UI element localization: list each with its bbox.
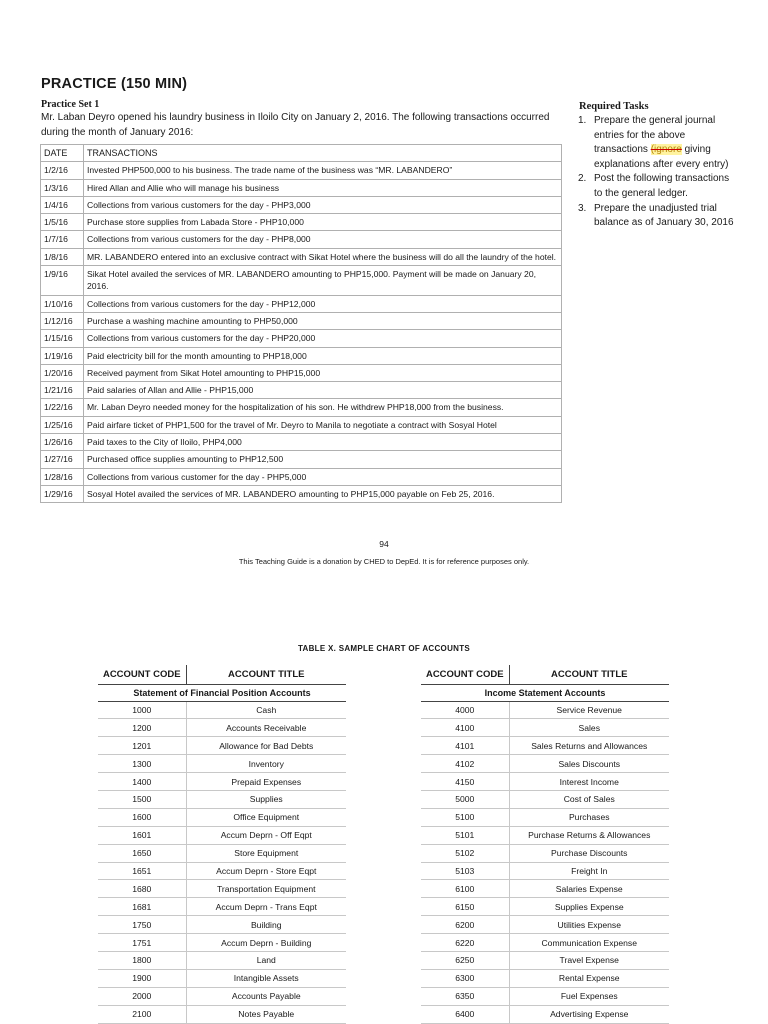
account-code: 1900	[98, 969, 186, 987]
task-text-continued: giving explanations after every entry)	[594, 144, 729, 170]
account-code: 4150	[421, 773, 509, 791]
account-title: Notes Payable	[186, 1005, 346, 1023]
account-code: 6200	[421, 916, 509, 934]
account-code: 2100	[98, 1005, 186, 1023]
account-title: Intangible Assets	[186, 969, 346, 987]
account-code: 1681	[98, 898, 186, 916]
task-number: 1.	[578, 115, 587, 126]
transaction-date: 1/19/16	[41, 347, 84, 364]
account-row	[98, 844, 346, 862]
account-row	[98, 701, 346, 719]
account-code: 1751	[98, 934, 186, 952]
account-code: 6300	[421, 969, 509, 987]
account-title: Salaries Expense	[509, 880, 669, 898]
donation-note: This Teaching Guide is a donation by CHED to DepEd. It is for reference purposes only.	[238, 557, 530, 566]
account-title: Fuel Expenses	[509, 987, 669, 1005]
transaction-row	[41, 295, 562, 312]
account-row	[98, 969, 346, 987]
transaction-date: 1/20/16	[41, 364, 84, 381]
transaction-date: 1/12/16	[41, 312, 84, 329]
transaction-date: 1/4/16	[41, 196, 84, 213]
account-title: Store Equipment	[186, 844, 346, 862]
account-row	[421, 880, 669, 898]
transaction-row	[41, 485, 562, 502]
transaction-row	[41, 214, 562, 231]
practice-set-title: Practice Set 1	[41, 99, 100, 110]
transaction-text: Invested PHP500,000 to his business. The trade name of the business was “MR. LABANDERO”	[84, 162, 562, 179]
struck-text: (ignore	[650, 144, 682, 156]
required-task-item	[579, 114, 739, 172]
account-row	[421, 969, 669, 987]
transaction-date: 1/29/16	[41, 485, 84, 502]
transaction-row	[41, 248, 562, 265]
account-code: 1651	[98, 862, 186, 880]
transaction-date: 1/28/16	[41, 468, 84, 485]
transaction-text: Paid taxes to the City of Iloilo, PHP4,000	[84, 434, 562, 451]
page-heading: PRACTICE (150 MIN)	[41, 76, 188, 92]
transaction-text: Sosyal Hotel availed the services of MR. LABANDERO amounting to PHP15,000 payable on Feb 25, 2016.	[84, 485, 562, 502]
transaction-row	[41, 162, 562, 179]
transaction-text: Purchased office supplies amounting to PHP12,500	[84, 451, 562, 468]
transaction-row	[41, 266, 562, 296]
required-tasks-title: Required Tasks	[579, 101, 649, 112]
account-title: Office Equipment	[186, 808, 346, 826]
account-row	[421, 844, 669, 862]
task-number: 3.	[578, 202, 587, 214]
account-title-header: ACCOUNT TITLE	[509, 665, 669, 684]
transaction-date: 1/2/16	[41, 162, 84, 179]
account-title: Accum Deprn - Off Eqpt	[186, 826, 346, 844]
transaction-date: 1/8/16	[41, 248, 84, 265]
account-code: 2000	[98, 987, 186, 1005]
account-code: 1400	[98, 773, 186, 791]
transaction-text: Purchase a washing machine amounting to PHP50,000	[84, 312, 562, 329]
account-row	[421, 790, 669, 808]
account-row	[98, 826, 346, 844]
transaction-text: Sikat Hotel availed the services of MR. LABANDERO amounting to PHP15,000. Payment will be made on January 20, 2016.	[84, 266, 562, 296]
account-title: Accum Deprn - Store Eqpt	[186, 862, 346, 880]
account-title: Accum Deprn - Building	[186, 934, 346, 952]
account-code: 1601	[98, 826, 186, 844]
account-title: Sales Discounts	[509, 755, 669, 773]
practice-intro: Mr. Laban Deyro opened his laundry business in Iloilo City on January 2, 2016. The following transactions occurred during the month of January 2016:	[41, 112, 550, 138]
account-title: Building	[186, 916, 346, 934]
transaction-row	[41, 347, 562, 364]
account-code: 5102	[421, 844, 509, 862]
account-row	[98, 934, 346, 952]
transactions-table	[40, 144, 562, 503]
account-row	[98, 737, 346, 755]
task-text: Prepare the unadjusted trial balance as of January 30, 2016	[594, 202, 734, 229]
transaction-date: 1/21/16	[41, 382, 84, 399]
account-code: 1650	[98, 844, 186, 862]
account-title: Communication Expense	[509, 934, 669, 952]
transaction-text: Purchase store supplies from Labada Store - PHP10,000	[84, 214, 562, 231]
account-title: Service Revenue	[509, 701, 669, 719]
account-title: Purchase Returns & Allowances	[509, 826, 669, 844]
account-title: Interest Income	[509, 773, 669, 791]
account-code: 6220	[421, 934, 509, 952]
transaction-row	[41, 179, 562, 196]
account-title: Accum Deprn - Trans Eqpt	[186, 898, 346, 916]
account-row	[98, 916, 346, 934]
task-number: 2.	[578, 173, 587, 185]
account-row	[421, 934, 669, 952]
account-row	[98, 808, 346, 826]
transaction-text: Mr. Laban Deyro needed money for the hospitalization of his son. He withdrew PHP18,000 from the business.	[84, 399, 562, 416]
account-row	[421, 862, 669, 880]
account-title: Sales	[509, 719, 669, 737]
required-tasks-list	[579, 114, 739, 231]
account-code: 5000	[421, 790, 509, 808]
section-heading: Statement of Financial Position Accounts	[98, 684, 346, 701]
account-title: Sales Returns and Allowances	[509, 737, 669, 755]
transaction-row	[41, 312, 562, 329]
transactions-column-header: TRANSACTIONS	[84, 145, 562, 162]
account-code: 1800	[98, 951, 186, 969]
transaction-row	[41, 382, 562, 399]
transaction-text: Collections from various customers for the day - PHP8,000	[84, 231, 562, 248]
account-title: Purchase Discounts	[509, 844, 669, 862]
financial-position-accounts-table	[98, 665, 346, 1024]
account-row	[98, 773, 346, 791]
transaction-row	[41, 416, 562, 433]
account-row	[421, 701, 669, 719]
transaction-date: 1/22/16	[41, 399, 84, 416]
account-row	[421, 951, 669, 969]
account-row	[98, 862, 346, 880]
account-row	[98, 719, 346, 737]
transaction-text: Collections from various customers for the day - PHP3,000	[84, 196, 562, 213]
account-row	[98, 1005, 346, 1023]
account-title: Accounts Payable	[186, 987, 346, 1005]
transaction-text: Paid electricity bill for the month amounting to PHP18,000	[84, 347, 562, 364]
task-text: Prepare the general journal entries for the above transactions	[594, 115, 716, 156]
account-title: Rental Expense	[509, 969, 669, 987]
transaction-date: 1/9/16	[41, 266, 84, 296]
transaction-row	[41, 364, 562, 381]
account-row	[421, 916, 669, 934]
transaction-row	[41, 434, 562, 451]
account-title: Transportation Equipment	[186, 880, 346, 898]
account-code: 1600	[98, 808, 186, 826]
account-title: Inventory	[186, 755, 346, 773]
account-code: 1200	[98, 719, 186, 737]
account-title: Accounts Receivable	[186, 719, 346, 737]
account-row	[98, 790, 346, 808]
transaction-text: Collections from various customers for the day - PHP12,000	[84, 295, 562, 312]
page-number: 94	[379, 539, 389, 549]
account-code: 1750	[98, 916, 186, 934]
transaction-text: MR. LABANDERO entered into an exclusive contract with Sikat Hotel where the business will do all the laundry of the hotel.	[84, 248, 562, 265]
account-code: 5103	[421, 862, 509, 880]
chart-of-accounts-title: TABLE X. SAMPLE CHART OF ACCOUNTS	[297, 644, 471, 653]
account-code: 6100	[421, 880, 509, 898]
transaction-date: 1/7/16	[41, 231, 84, 248]
account-code: 1000	[98, 701, 186, 719]
account-title: Land	[186, 951, 346, 969]
account-row	[421, 755, 669, 773]
transaction-text: Collections from various customers for the day - PHP20,000	[84, 330, 562, 347]
transaction-text: Collections from various customer for the day - PHP5,000	[84, 468, 562, 485]
account-row	[98, 951, 346, 969]
date-column-header: DATE	[41, 145, 84, 162]
transaction-date: 1/3/16	[41, 179, 84, 196]
required-tasks	[579, 101, 739, 231]
transaction-date: 1/5/16	[41, 214, 84, 231]
account-title-header: ACCOUNT TITLE	[186, 665, 346, 684]
account-code: 1500	[98, 790, 186, 808]
transaction-row	[41, 231, 562, 248]
transaction-row	[41, 330, 562, 347]
account-row	[98, 755, 346, 773]
transaction-text: Paid salaries of Allan and Allie - PHP15,000	[84, 382, 562, 399]
income-statement-accounts-table	[421, 665, 669, 1024]
account-row	[421, 826, 669, 844]
account-code: 1680	[98, 880, 186, 898]
task-text: Post the following transactions to the general ledger.	[594, 173, 730, 199]
transaction-row	[41, 196, 562, 213]
account-code: 1300	[98, 755, 186, 773]
transaction-text: Hired Allan and Allie who will manage his business	[84, 179, 562, 196]
transaction-row	[41, 399, 562, 416]
account-row	[98, 880, 346, 898]
transaction-date: 1/25/16	[41, 416, 84, 433]
account-code-header: ACCOUNT CODE	[98, 665, 186, 684]
account-row	[98, 987, 346, 1005]
account-row	[421, 898, 669, 916]
account-code: 6350	[421, 987, 509, 1005]
account-title: Supplies Expense	[509, 898, 669, 916]
account-row	[98, 898, 346, 916]
account-title: Allowance for Bad Debts	[186, 737, 346, 755]
account-row	[421, 737, 669, 755]
transaction-date: 1/27/16	[41, 451, 84, 468]
account-title: Purchases	[509, 808, 669, 826]
account-title: Travel Expense	[509, 951, 669, 969]
account-code: 4100	[421, 719, 509, 737]
account-code: 6150	[421, 898, 509, 916]
account-code: 1201	[98, 737, 186, 755]
transaction-date: 1/15/16	[41, 330, 84, 347]
account-code: 4000	[421, 701, 509, 719]
account-row	[421, 808, 669, 826]
transaction-text: Paid airfare ticket of PHP1,500 for the travel of Mr. Deyro to Manila to negotiate a contract with Sosyal Hotel	[84, 416, 562, 433]
account-title: Cost of Sales	[509, 790, 669, 808]
transactions-header-row	[41, 145, 562, 162]
transaction-date: 1/10/16	[41, 295, 84, 312]
required-task-item	[579, 202, 739, 231]
account-code: 4101	[421, 737, 509, 755]
account-row	[421, 987, 669, 1005]
account-row	[421, 1005, 669, 1023]
account-title: Prepaid Expenses	[186, 773, 346, 791]
transaction-text: Received payment from Sikat Hotel amounting to PHP15,000	[84, 364, 562, 381]
account-code: 5100	[421, 808, 509, 826]
section-heading: Income Statement Accounts	[421, 684, 669, 701]
required-task-item	[579, 172, 739, 201]
account-title: Advertising Expense	[509, 1005, 669, 1023]
account-code: 4102	[421, 755, 509, 773]
account-title: Cash	[186, 701, 346, 719]
account-row	[421, 773, 669, 791]
account-title: Freight In	[509, 862, 669, 880]
transaction-date: 1/26/16	[41, 434, 84, 451]
account-title: Supplies	[186, 790, 346, 808]
account-code: 5101	[421, 826, 509, 844]
transaction-row	[41, 468, 562, 485]
account-title: Utilities Expense	[509, 916, 669, 934]
transaction-row	[41, 451, 562, 468]
account-row	[421, 719, 669, 737]
account-code-header: ACCOUNT CODE	[421, 665, 509, 684]
account-code: 6400	[421, 1005, 509, 1023]
account-code: 6250	[421, 951, 509, 969]
